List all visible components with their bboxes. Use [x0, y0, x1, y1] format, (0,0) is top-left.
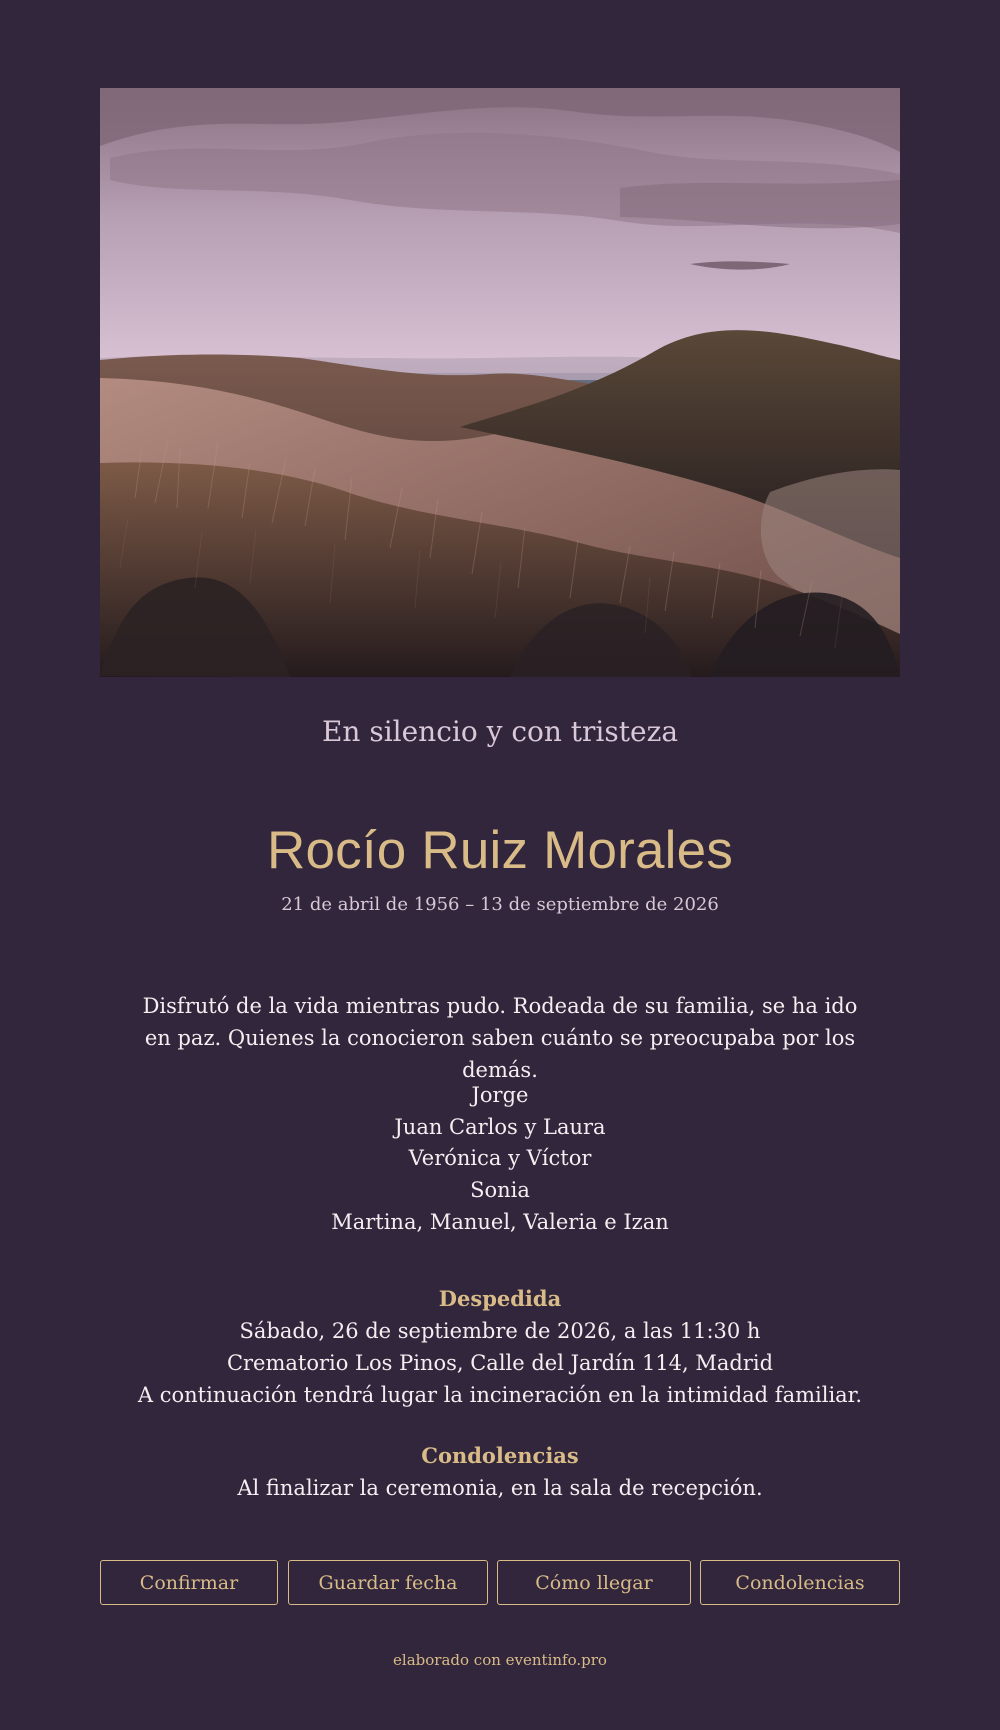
- family-member: Martina, Manuel, Valeria e Izan: [331, 1209, 669, 1234]
- farewell-title: Despedida: [438, 1286, 562, 1311]
- life-dates: 21 de abril de 1956 – 13 de septiembre de 2026: [281, 894, 719, 915]
- family-member: Sonia: [470, 1178, 530, 1203]
- condolences-title: Condolencias: [421, 1443, 579, 1468]
- deceased-name: Rocío Ruiz Morales: [266, 821, 734, 880]
- condolences-section: [0, 1440, 1000, 1504]
- save-date-button[interactable]: Guardar fecha: [288, 1560, 488, 1605]
- family-member: Verónica y Víctor: [408, 1146, 592, 1171]
- family-list: [0, 1080, 1000, 1239]
- family-member: Jorge: [471, 1083, 529, 1107]
- hero-image: [100, 88, 900, 677]
- condolences-button[interactable]: Condolencias: [700, 1560, 900, 1605]
- confirm-button[interactable]: Confirmar: [100, 1560, 278, 1605]
- page-subtitle: En silencio y con tristeza: [321, 715, 679, 748]
- landscape-photo: [100, 88, 900, 677]
- farewell-note: A continuación tendrá lugar la incineración en la intimidad familiar.: [137, 1383, 863, 1407]
- farewell-section: [0, 1283, 1000, 1411]
- action-buttons: [100, 1560, 900, 1607]
- directions-button[interactable]: Cómo llegar: [497, 1560, 691, 1605]
- footer-credit[interactable]: elaborado con eventinfo.pro: [393, 1651, 607, 1669]
- farewell-date: Sábado, 26 de septiembre de 2026, a las 11:30 h: [239, 1319, 761, 1343]
- farewell-place: Crematorio Los Pinos, Calle del Jardín 114, Madrid: [226, 1351, 774, 1375]
- family-member: Juan Carlos y Laura: [394, 1114, 606, 1139]
- condolences-text: Al finalizar la ceremonia, en la sala de recepción.: [237, 1476, 763, 1500]
- memorial-message: Disfrutó de la vida mientras pudo. Rodeada de su familia, se ha ido en paz. Quienes la conocieron saben cuánto se preocupaba por los demás.: [142, 994, 858, 1082]
